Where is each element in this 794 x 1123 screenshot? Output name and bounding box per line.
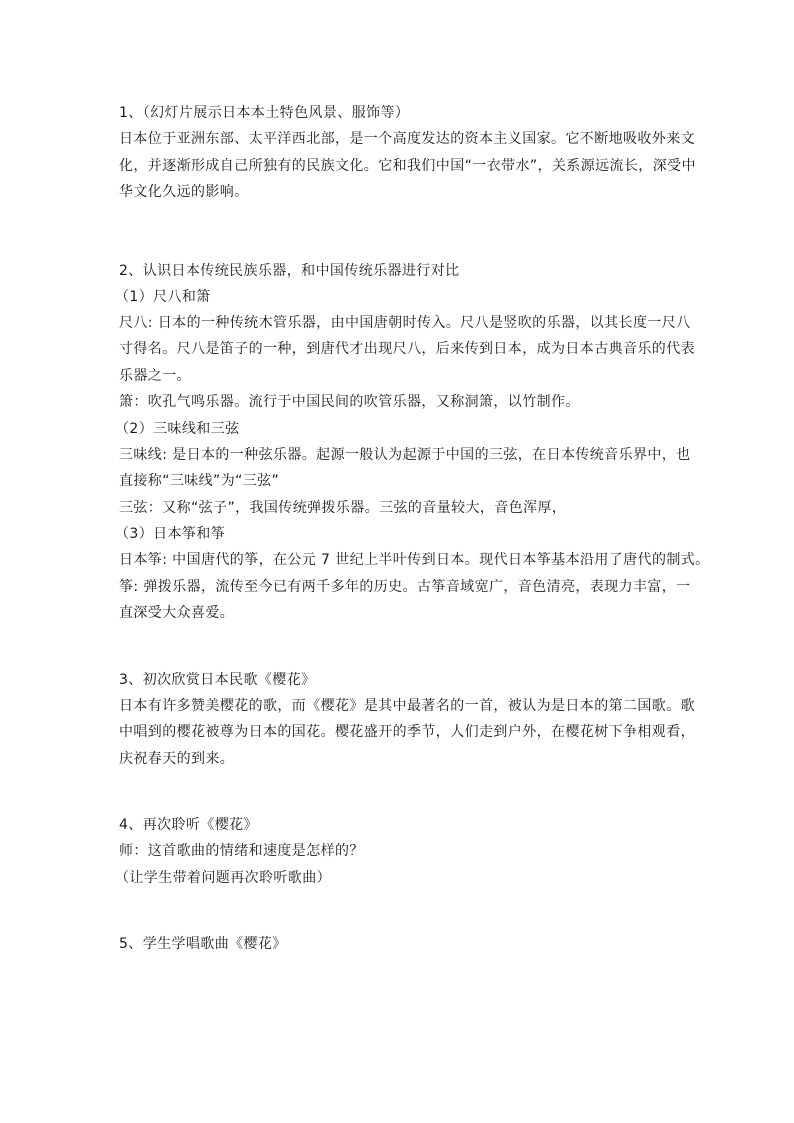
spacer — [119, 627, 679, 667]
section-3 — [119, 667, 695, 773]
subsection-1-body — [119, 310, 695, 416]
paragraph-line: 寸得名。尺八是笛子的一种，到唐代才出现尺八，后来传到日本，成为日本古典音乐的代表 — [119, 341, 695, 357]
paragraph-line: 化，并逐渐形成自己所独有的民族文化。它和我们中国“一衣带水”，关系源远流长，深受中 — [119, 157, 696, 174]
section-4-paragraph — [115, 838, 679, 891]
instruction-note: （让学生带着问题再次聆听歌曲） — [115, 869, 331, 886]
section-1 — [119, 100, 696, 206]
paragraph-line: 三弦：又称“弦子”，我国传统弹拨乐器。三弦的音量较大，音色浑厚， — [119, 499, 567, 516]
section-2-heading: 2、认识日本传统民族乐器，和中国传统乐器进行对比 — [119, 262, 460, 279]
section-4-heading: 4、再次聆听《樱花》 — [119, 817, 258, 833]
paragraph-line: 日本筝: 中国唐代的筝，在公元 7 世纪上半叶传到日本。现代日本筝基本沿用了唐代的制式。 — [119, 552, 710, 568]
section-4 — [115, 812, 679, 891]
spacer — [119, 206, 679, 258]
paragraph-line: 中唱到的樱花被尊为日本的国花。樱花盛开的季节，人们走到户外，在樱花树下争相观看， — [119, 724, 695, 740]
subsection-title-shamisen: （2）三味线和三弦 — [115, 420, 240, 437]
spacer — [119, 891, 679, 931]
section-3-paragraph — [119, 693, 695, 773]
section-5 — [119, 931, 679, 957]
subsection-2-body — [119, 442, 691, 522]
paragraph-line: 筝: 弹拨乐器，流传至今已有两千多年的历史。古筝音域宽广，音色清亮，表现力丰富，一 — [119, 578, 691, 595]
paragraph-line: 直深受大众喜爱。 — [119, 605, 235, 621]
paragraph-line: 三味线: 是日本的一种弦乐器。起源一般认为起源于中国的三弦，在日本传统音乐界中，也 — [119, 446, 691, 463]
subsection-title-koto: （3）日本筝和筝 — [115, 526, 226, 542]
paragraph-line: 日本位于亚洲东部、太平洋西北部，是一个高度发达的资本主义国家。它不断地吸收外来文 — [119, 131, 695, 147]
paragraph-line: 华文化久远的影响。 — [119, 184, 249, 200]
paragraph-line: 尺八: 日本的一种传统木管乐器，由中国唐朝时传入。尺八是竖吹的乐器，以其长度一尺八 — [119, 314, 691, 331]
subsection-title-shakuhachi: （1）尺八和箫 — [115, 288, 211, 305]
document-page — [115, 100, 710, 957]
spacer — [119, 772, 679, 812]
section-1-paragraph — [119, 126, 696, 206]
paragraph-line: 直接称“三味线”为“三弦” — [119, 473, 280, 489]
section-5-heading: 5、学生学唱歌曲《樱花》 — [119, 936, 287, 952]
subsection-3-body — [119, 547, 710, 627]
section-1-heading: 1、（幻灯片展示日本本土特色风景、服饰等） — [119, 105, 410, 121]
section-3-heading: 3、初次欣赏日本民歌《樱花》 — [119, 671, 316, 688]
paragraph-line: 箫：吹孔气鸣乐器。流行于中国民间的吹管乐器，又称洞箫，以竹制作。 — [119, 394, 580, 410]
section-2 — [115, 258, 710, 627]
teacher-question: 师：这首歌曲的情绪和速度是怎样的？ — [119, 843, 364, 859]
paragraph-line: 日本有许多赞美樱花的歌，而《樱花》是其中最著名的一首，被认为是日本的第二国歌。歌 — [119, 697, 695, 714]
paragraph-line: 乐器之一。 — [119, 367, 191, 384]
paragraph-line: 庆祝春天的到来。 — [119, 750, 235, 767]
